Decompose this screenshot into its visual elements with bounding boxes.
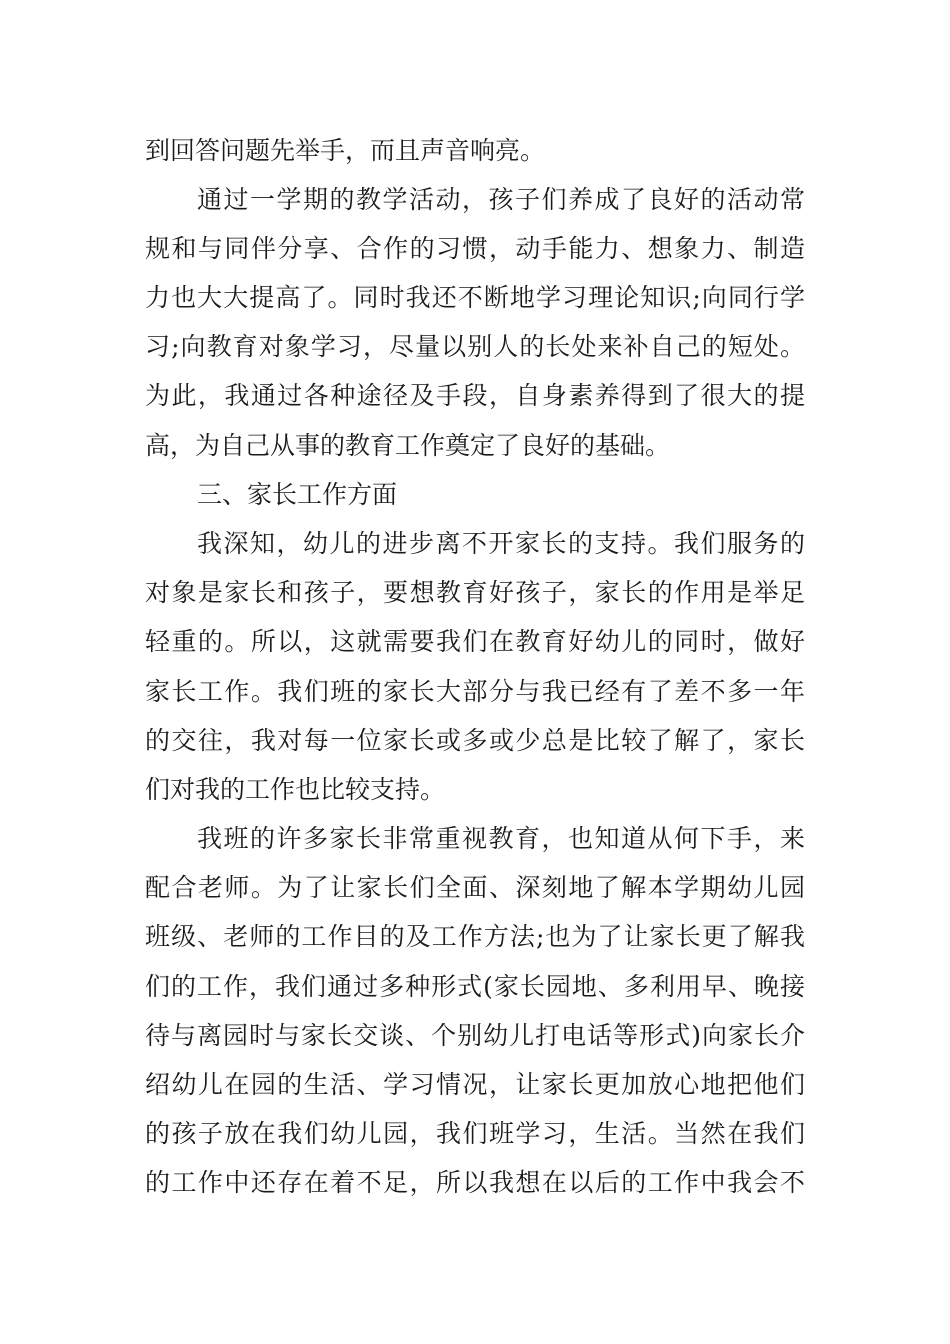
text-line: 的孩子放在我们幼儿园，我们班学习，生活。当然在我们 xyxy=(145,1119,805,1148)
text-line: 班级、老师的工作目的及工作方法;也为了让家长更了解我 xyxy=(145,922,805,951)
text-line: 轻重的。所以，这就需要我们在教育好幼儿的同时，做好 xyxy=(145,627,805,656)
text-line: 规和与同伴分享、合作的习惯，动手能力、想象力、制造 xyxy=(145,234,805,263)
text-line: 绍幼儿在园的生活、学习情况，让家长更加放心地把他们 xyxy=(145,1070,805,1099)
text-line: 高，为自己从事的教育工作奠定了良好的基础。 xyxy=(145,431,671,460)
text-line: 到回答问题先举手，而且声音响亮。 xyxy=(145,136,546,165)
text-line: 习;向教育对象学习，尽量以别人的长处来补自己的短处。 xyxy=(145,332,805,361)
text-line: 为此，我通过各种途径及手段，自身素养得到了很大的提 xyxy=(145,381,805,410)
text-line: 们对我的工作也比较支持。 xyxy=(145,775,446,804)
paragraph-first-line: 通过一学期的教学活动，孩子们养成了良好的活动常 xyxy=(197,185,805,214)
paragraph-first-line: 我深知，幼儿的进步离不开家长的支持。我们服务的 xyxy=(197,529,805,558)
section-heading: 三、家长工作方面 xyxy=(197,480,398,509)
paragraph-first-line: 我班的许多家长非常重视教育，也知道从何下手，来 xyxy=(197,824,805,853)
text-line: 的交往，我对每一位家长或多或少总是比较了解了，家长 xyxy=(145,726,805,755)
text-line: 家长工作。我们班的家长大部分与我已经有了差不多一年 xyxy=(145,677,805,706)
text-line: 的工作中还存在着不足，所以我想在以后的工作中我会不 xyxy=(145,1168,805,1197)
text-line: 待与离园时与家长交谈、个别幼儿打电话等形式)向家长介 xyxy=(145,1021,805,1050)
text-line: 力也大大提高了。同时我还不断地学习理论知识;向同行学 xyxy=(145,283,805,312)
text-line: 对象是家长和孩子，要想教育好孩子，家长的作用是举足 xyxy=(145,578,805,607)
text-line: 们的工作，我们通过多种形式(家长园地、多利用早、晚接 xyxy=(145,972,805,1001)
text-line: 配合老师。为了让家长们全面、深刻地了解本学期幼儿园 xyxy=(145,873,805,902)
